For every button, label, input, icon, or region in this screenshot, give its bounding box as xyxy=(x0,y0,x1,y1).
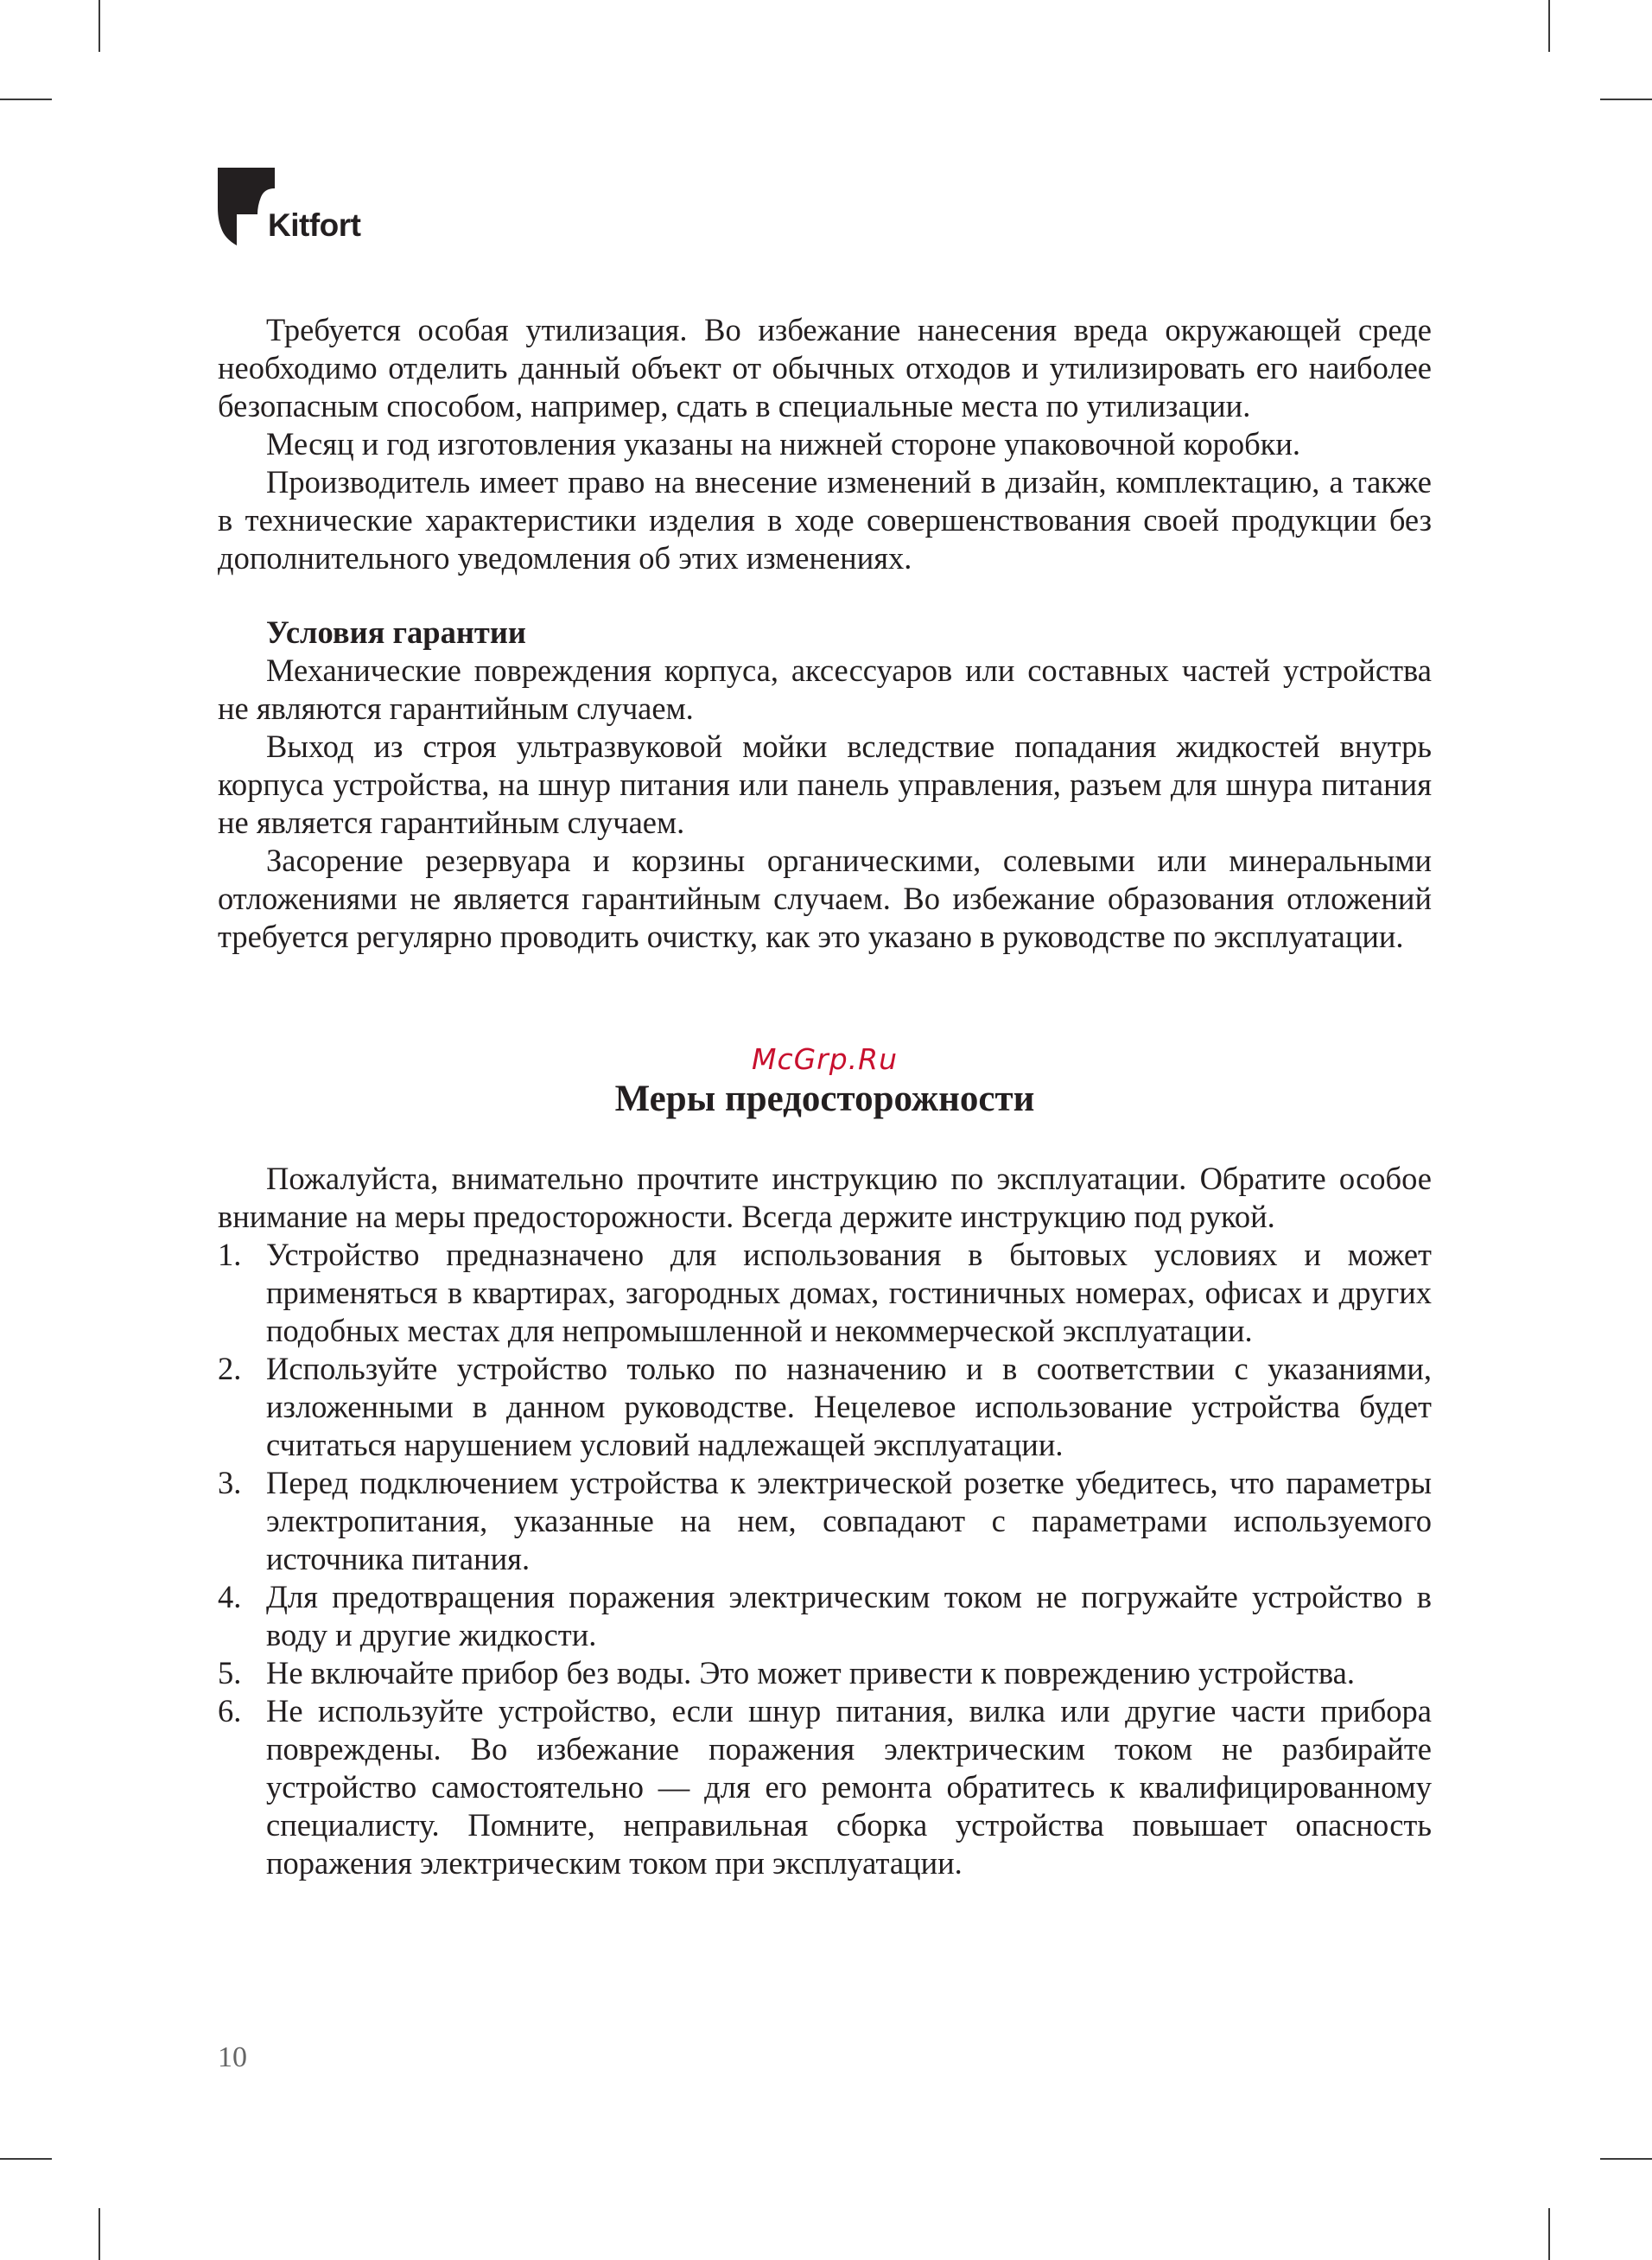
list-item xyxy=(218,1654,1432,1692)
page-number: 10 xyxy=(218,2041,247,2073)
page-content xyxy=(218,311,1432,1882)
list-item-text: Перед подключением устройства к электрической розетке убедитесь, что параметры электропитания, указанные на нем, совпадают с параметрами используемого источника питания. xyxy=(266,1465,1432,1576)
precautions-intro: Пожалуйста, внимательно прочтите инструкцию по эксплуатации. Обратите особое внимание на меры предосторожности. Всегда держите инструкцию под рукой. xyxy=(218,1161,1432,1234)
paragraph-manufacturer-rights: Производитель имеет право на внесение изменений в дизайн, комплектацию, а также в технические характеристики изделия в ходе совершенствования своей продукции без дополнительного уведомления об этих изменениях. xyxy=(218,464,1432,576)
list-item xyxy=(218,1692,1432,1882)
list-item-number: 4. xyxy=(218,1579,242,1614)
list-item xyxy=(218,1236,1432,1350)
warranty-heading: Условия гарантии xyxy=(266,614,526,650)
crop-mark xyxy=(1600,2158,1652,2160)
list-item-number: 1. xyxy=(218,1237,242,1272)
crop-mark xyxy=(98,0,100,52)
list-item-text: Устройство предназначено для использования в бытовых условиях и может применяться в квартирах, загородных домах, гостиничных номерах, офисах и других подобных местах для непромышленной и некоммерческой эксплуатации. xyxy=(266,1237,1432,1348)
brand-logo xyxy=(218,168,391,250)
list-item xyxy=(218,1578,1432,1654)
crop-mark xyxy=(1548,0,1550,52)
crop-mark xyxy=(0,99,52,100)
list-item-number: 3. xyxy=(218,1465,242,1500)
list-item-number: 5. xyxy=(218,1655,242,1690)
warranty-paragraph: Выход из строя ультразвуковой мойки вследствие попадания жидкостей внутрь корпуса устройства, на шнур питания или панель управления, разъем для шнура питания не является гарантийным случаем. xyxy=(218,729,1432,840)
brand-name: Kitfort xyxy=(268,207,361,243)
paragraph-disposal: Требуется особая утилизация. Во избежание нанесения вреда окружающей среде необходимо отделить данный объект от обычных отходов и утилизировать его наиболее безопасным способом, например, сдать в специальные места по утилизации. xyxy=(218,312,1432,423)
precautions-heading: Меры предосторожности xyxy=(614,1079,1035,1119)
watermark: McGrp.Ru xyxy=(751,1042,899,1076)
crop-mark xyxy=(1600,99,1652,100)
list-item-text: Используйте устройство только по назначению и в соответствии с указаниями, изложенными в данном руководстве. Нецелевое использование устройства будет считаться нарушением условий надлежащей эксплуатации. xyxy=(266,1351,1432,1462)
crop-mark xyxy=(98,2208,100,2260)
paragraph-manufacture-date: Месяц и год изготовления указаны на нижней стороне упаковочной коробки. xyxy=(266,426,1301,462)
list-item-number: 6. xyxy=(218,1693,242,1728)
list-item xyxy=(218,1350,1432,1464)
list-item-text: Не используйте устройство, если шнур питания, вилка или другие части прибора повреждены. Во избежание поражения электрическим током не разбирайте устройство самостоятельно — для его ремонта обратитесь к квалифицированному специалисту. Помните, неправильная сборка устройства повышает опасность поражения электрическим током при эксплуатации. xyxy=(266,1693,1432,1881)
precautions-list xyxy=(218,1236,1432,1882)
crop-mark xyxy=(0,2158,52,2160)
list-item xyxy=(218,1464,1432,1578)
list-item-text: Не включайте прибор без воды. Это может привести к повреждению устройства. xyxy=(266,1655,1355,1690)
crop-mark xyxy=(1548,2208,1550,2260)
warranty-paragraph: Механические повреждения корпуса, аксессуаров или составных частей устройства не являются гарантийным случаем. xyxy=(218,653,1432,726)
list-item-text: Для предотвращения поражения электрическим током не погружайте устройство в воду и другие жидкости. xyxy=(266,1579,1432,1652)
warranty-paragraph: Засорение резервуара и корзины органическими, солевыми или минеральными отложениями не является гарантийным случаем. Во избежание образования отложений требуется регулярно проводить очистку, как это указано в руководстве по эксплуатации. xyxy=(218,843,1432,954)
list-item-number: 2. xyxy=(218,1351,242,1386)
